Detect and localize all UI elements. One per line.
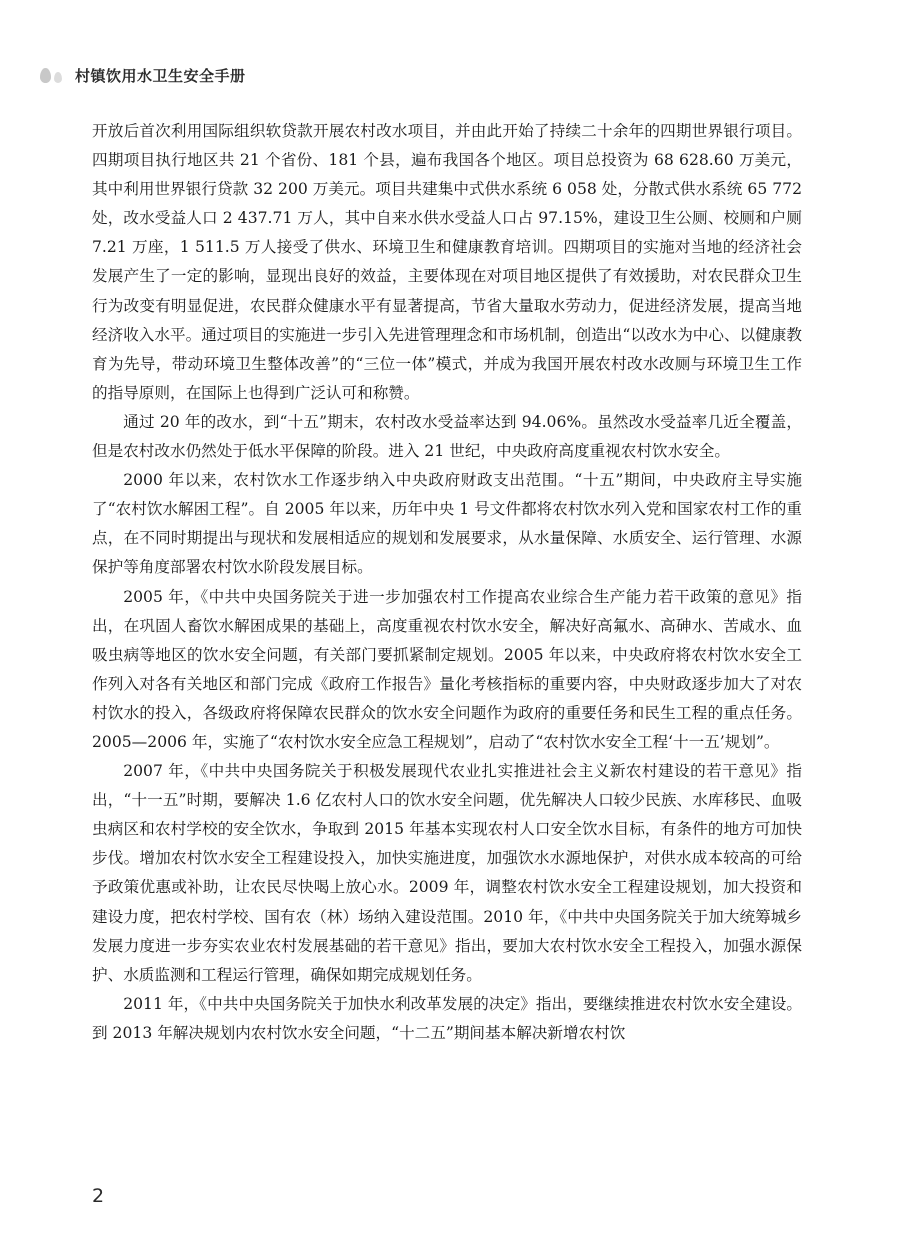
water-drop-icon (40, 68, 65, 83)
paragraph: 2007 年，《中共中央国务院关于积极发展现代农业扎实推进社会主义新农村建设的若干意见》指出，“十一五”时期，要解决 1.6 亿农村人口的饮水安全问题，优先解决人口较少民族、水库移民、血吸虫病区和农村学校的安全饮水，争取到 2015 年基本实现农村人口安全饮水目标，有条件的地方可加快步伐。增加农村饮水安全工程建设投入，加快实施进度，加强饮水水源地保护，对供水成本较高的可给予政策优惠或补助，让农民尽快喝上放心水。2009 年，调整农村饮水安全工程建设规划，加大投资和建设力度，把农村学校、国有农（林）场纳入建设范围。2010 年，《中共中央国务院关于加大统筹城乡发展力度进一步夯实农业农村发展基础的若干意见》指出，要加大农村饮水安全工程投入，加强水源保护、水质监测和工程运行管理，确保如期完成规划任务。 (92, 762, 802, 984)
paragraph: 2005 年，《中共中央国务院关于进一步加强农村工作提高农业综合生产能力若干政策的意见》指出，在巩固人畜饮水解困成果的基础上，高度重视农村饮水安全，解决好高氟水、高砷水、苦咸水、血吸虫病等地区的饮水安全问题，有关部门要抓紧制定规划。2005 年以来，中央政府将农村饮水安全工作列入对各有关地区和部门完成《政府工作报告》量化考核指标的重要内容，中央财政逐步加大了对农村饮水的投入，各级政府将保障农民群众的饮水安全问题作为政府的重要任务和民生工程的重点任务。2005—2006 年，实施了“农村饮水安全应急工程规划”，启动了“农村饮水安全工程‘十一五’规划”。 (92, 587, 802, 751)
paragraph: 通过 20 年的改水，到“十五”期末，农村改水受益率达到 94.06%。虽然改水受益率几近全覆盖，但是农村改水仍然处于低水平保障的阶段。进入 21 世纪，中央政府高度重视农村饮水安全。 (92, 412, 802, 461)
water-drop-large-icon (40, 68, 51, 83)
page-number: 2 (92, 1185, 105, 1207)
paragraph: 2011 年，《中共中央国务院关于加快水利改革发展的决定》指出，要继续推进农村饮水安全建设。到 2013 年解决规划内农村饮水安全问题，“十二五”期间基本解决新增农村饮 (92, 994, 802, 1042)
running-header (40, 60, 860, 90)
book-title: 村镇饮用水卫生安全手册 (75, 66, 246, 85)
water-drop-small-icon (54, 72, 62, 83)
body-text (92, 117, 802, 1048)
paragraph-continued: 开放后首次利用国际组织软贷款开展农村改水项目，并由此开始了持续二十余年的四期世界银行项目。四期项目执行地区共 21 个省份、181 个县，遍布我国各个地区。项目总投资为 68 628.60 万美元，其中利用世界银行贷款 32 200 万美元。项目共建集中式供水系统 6 058 处，分散式供水系统 65 772 处，改水受益人口 2 437.71 万人，其中自来水供水受益人口占 97.15%，建设卫生公厕、校厕和户厕 7.21 万座，1 511.5 万人接受了供水、环境卫生和健康教育培训。四期项目的实施对当地的经济社会发展产生了一定的影响，显现出良好的效益，主要体现在对项目地区提供了有效援助，对农民群众卫生行为改变有明显促进，农民群众健康水平有显著提高，节省大量取水劳动力，促进经济发展，提高当地经济收入水平。通过项目的实施进一步引入先进管理理念和市场机制，创造出“以改水为中心、以健康教育为先导，带动环境卫生整体改善”的“三位一体”模式，并成为我国开展农村改水改厕与环境卫生工作的指导原则，在国际上也得到广泛认可和称赞。 (92, 122, 802, 402)
paragraph: 2000 年以来，农村饮水工作逐步纳入中央政府财政支出范围。“十五”期间，中央政府主导实施了“农村饮水解困工程”。自 2005 年以来，历年中央 1 号文件都将农村饮水列入党和国家农村工作的重点，在不同时期提出与现状和发展相适应的规划和发展要求，从水量保障、水质安全、运行管理、水源保护等角度部署农村饮水阶段发展目标。 (92, 471, 802, 577)
